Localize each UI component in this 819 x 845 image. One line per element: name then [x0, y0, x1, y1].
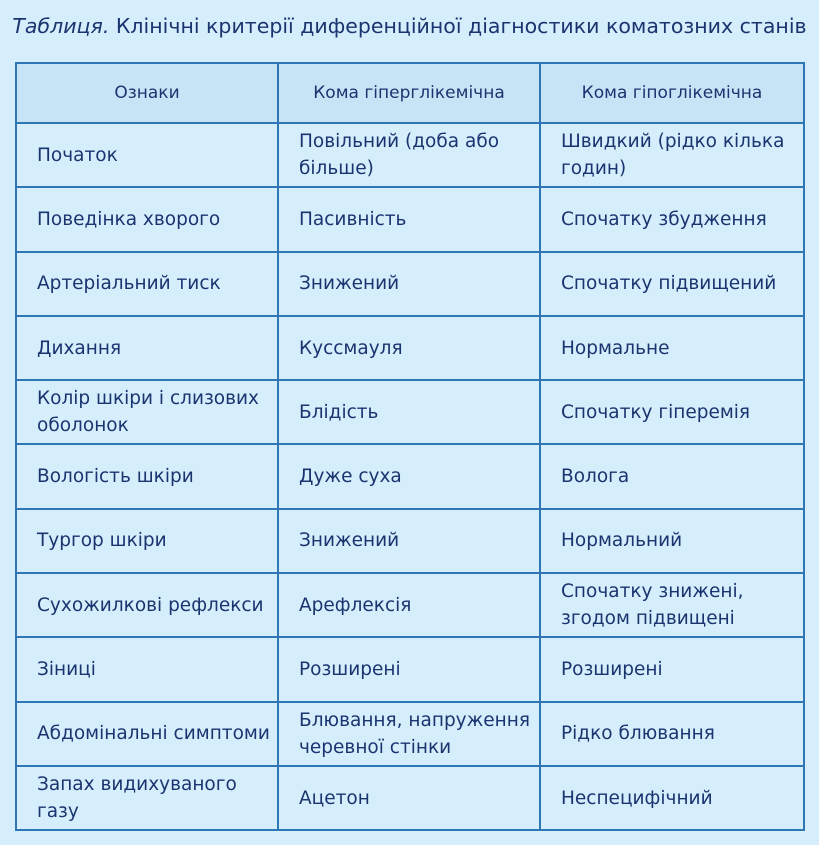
- hyper-cell: Знижений: [278, 509, 540, 573]
- hypo-cell: Рідко блювання: [540, 702, 804, 766]
- sign-cell: Дихання: [16, 316, 278, 380]
- sign-cell: Початок: [16, 123, 278, 187]
- hyper-cell: Блювання, напруження черевної стінки: [278, 702, 540, 766]
- sign-cell: Вологість шкіри: [16, 444, 278, 508]
- sign-cell: Колір шкіри і слизових оболонок: [16, 380, 278, 444]
- hypo-cell: Розширені: [540, 637, 804, 701]
- table-row: [16, 509, 804, 573]
- sign-cell: Поведінка хворого: [16, 187, 278, 251]
- hypo-cell: Нормальний: [540, 509, 804, 573]
- table-row: [16, 187, 804, 251]
- table-row: [16, 444, 804, 508]
- table-row: [16, 316, 804, 380]
- sign-cell: Тургор шкіри: [16, 509, 278, 573]
- hyper-cell: Ацетон: [278, 766, 540, 830]
- hypo-cell: Спочатку гіперемія: [540, 380, 804, 444]
- hypo-cell: Спочатку збудження: [540, 187, 804, 251]
- header-signs: Ознаки: [16, 63, 278, 123]
- hypo-cell: Неспецифічний: [540, 766, 804, 830]
- hyper-cell: Блідість: [278, 380, 540, 444]
- table-row: [16, 380, 804, 444]
- sign-cell: Абдомінальні симптоми: [16, 702, 278, 766]
- hypo-cell: Спочатку знижені, згодом підвищені: [540, 573, 804, 637]
- table-row: [16, 637, 804, 701]
- hyper-cell: Арефлексія: [278, 573, 540, 637]
- hypo-cell: Спочатку підвищений: [540, 252, 804, 316]
- header-hypoglycemic-coma: Кома гіпоглікемічна: [540, 63, 804, 123]
- hyper-cell: Знижений: [278, 252, 540, 316]
- hyper-cell: Пасивність: [278, 187, 540, 251]
- table-row: [16, 123, 804, 187]
- table-header-row: [16, 63, 804, 123]
- hyper-cell: Розширені: [278, 637, 540, 701]
- hyper-cell: Дуже суха: [278, 444, 540, 508]
- hypo-cell: Швидкий (рідко кілька годин): [540, 123, 804, 187]
- sign-cell: Сухожилкові рефлекси: [16, 573, 278, 637]
- hyper-cell: Повільний (доба або більше): [278, 123, 540, 187]
- caption-text: Клінічні критерії диференційної діагностики коматозних станів: [115, 14, 807, 38]
- table-row: [16, 702, 804, 766]
- hypo-cell: Нормальне: [540, 316, 804, 380]
- hyper-cell: Куссмауля: [278, 316, 540, 380]
- table-row: [16, 766, 804, 830]
- header-hyperglycemic-coma: Кома гіперглікемічна: [278, 63, 540, 123]
- sign-cell: Артеріальний тиск: [16, 252, 278, 316]
- sign-cell: Запах видихуваного газу: [16, 766, 278, 830]
- table-caption: [0, 14, 819, 38]
- diagnostic-table: [15, 62, 805, 831]
- table-row: [16, 252, 804, 316]
- table-row: [16, 573, 804, 637]
- hypo-cell: Волога: [540, 444, 804, 508]
- sign-cell: Зіниці: [16, 637, 278, 701]
- caption-lead: Таблиця.: [12, 14, 110, 38]
